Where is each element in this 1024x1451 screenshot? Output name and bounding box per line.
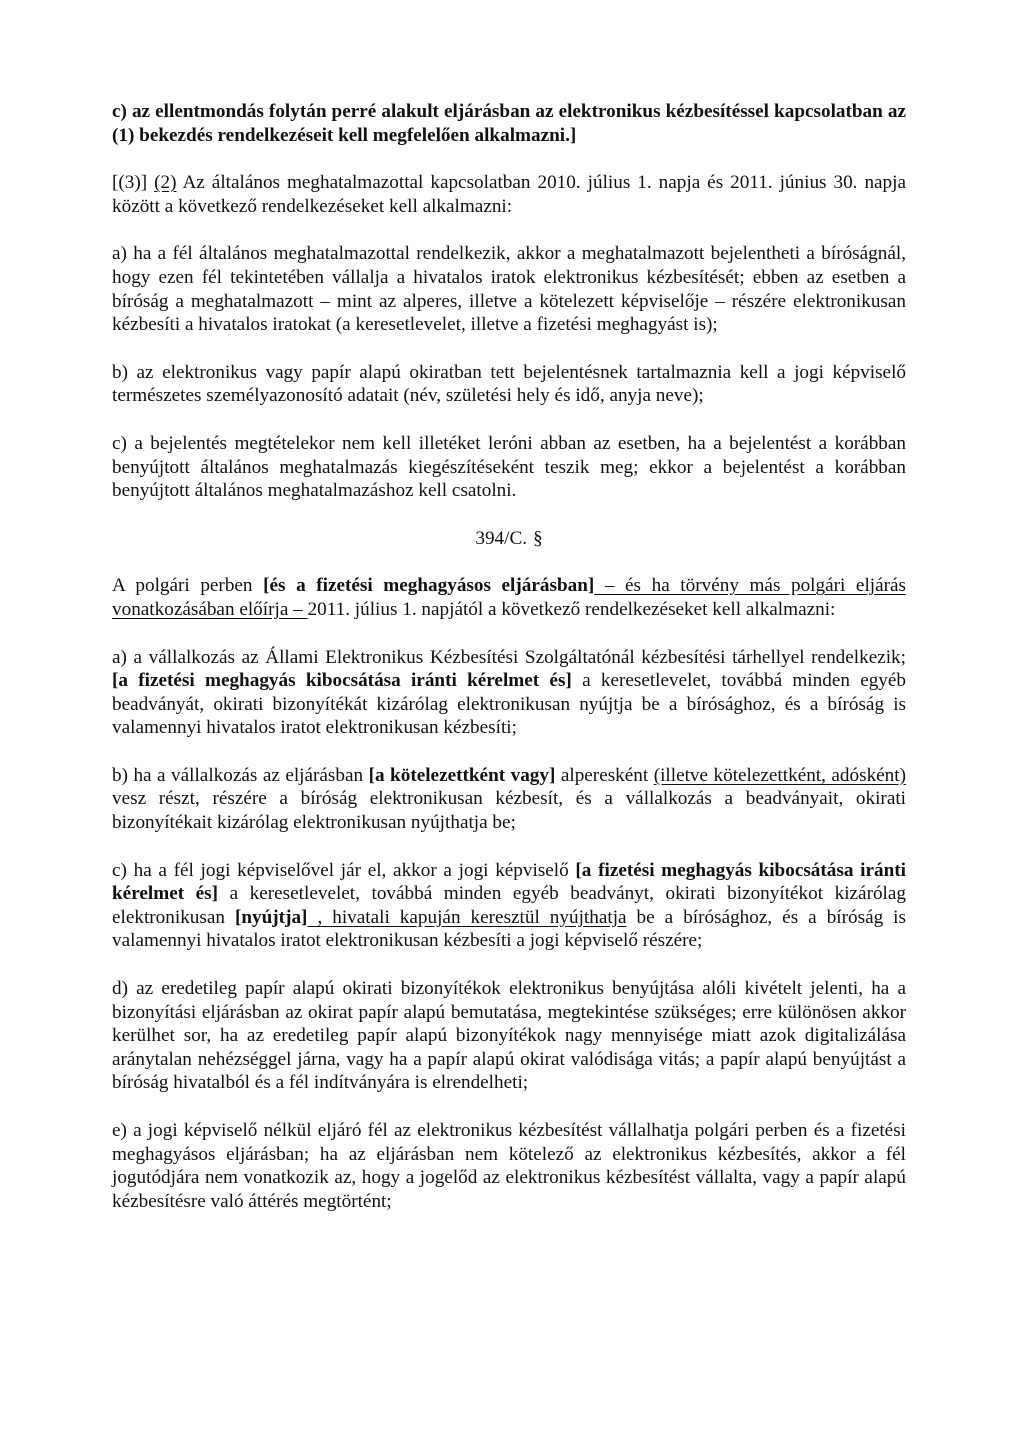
section-heading xyxy=(112,527,906,551)
text-part: a) a vállalkozás az Állami Elektronikus Kézbesítési Szolgáltatónál kézbesítési tárhellyel rendelkezik; xyxy=(112,646,906,668)
paragraph-a: a) ha a fél általános meghatalmazottal rendelkezik, akkor a meghatalmazott bejelentheti a bíróságnál, hogy ezen fél tekintetében vállalja a hivatalos iratok elektronikus kézbesítését; ebben az esetben a bíróság a meghatalmazott – mint az alperes, illetve a kötelezett képviselője – részére elektronikusan kézbesíti a hivatalos iratokat (a keresetlevelet, illetve a fizetési meghagyást is); xyxy=(112,243,906,336)
text-part: a keresetlevelet, továbbá minden egyéb beadványát, okirati bizonyítékát kizárólag elektronikusan nyújtja be a bírósághoz, és a bíróság is valamennyi hivatalos iratot elektronikusan kézbesíti; xyxy=(112,670,907,739)
repealed-text: [a fizetési meghagyás kibocsátása iránti kérelmet és] xyxy=(112,859,906,905)
paragraph-section-intro xyxy=(112,574,906,621)
repealed-text: [a kötelezettként vagy] xyxy=(368,764,556,786)
document-page xyxy=(112,100,906,1213)
intro-text: A polgári perben xyxy=(112,575,264,597)
repealed-text: [és a fizetési meghagyásos eljárásban] xyxy=(263,575,595,597)
text-part: b) ha a vállalkozás az eljárásban xyxy=(112,764,369,786)
paragraph-c: c) a bejelentés megtételekor nem kell illetéket leróni abban az esetben, ha a bejelentést a korábban benyújtott általános meghatalmazás kiegészítéseként teszik meg; ekkor a bejelentést a korábban benyújtott általános meghatalmazáshoz kell csatolni. xyxy=(112,432,906,502)
paragraph-e: e) a jogi képviselő nélkül eljáró fél az elektronikus kézbesítést vállalhatja polgári perben és a fizetési meghagyásos eljárásban; ha az eljárásban nem kötelező az elektronikus kézbesítés, akkor a fél jogutódjára nem vonatkozik az, hogy a jogelőd az elektronikus kézbesítést vállalta, vagy a papír alapú kézbesítésre való áttérés megtörtént; xyxy=(112,1120,906,1212)
paragraph-c-legal-rep xyxy=(112,859,906,953)
paragraph-d: d) az eredetileg papír alapú okirati bizonyítékok elektronikus benyújtása alóli kivételt jelenti, ha a bizonyítási eljárásban az okirat papír alapú bemutatása, megtekintése szükséges; erre különösen akkor kerülhet sor, ha az eredetileg papír alapú bizonyítékok nagy mennyisége miatt azok digitalizálása aránytalan nehézséggel járna, vagy ha a papír alapú okirat valódisága vitás; a papír alapú benyújtást a bíróság hivatalból és a fél indítványára is elrendelheti; xyxy=(112,978,906,1094)
repealed-number: [(3)] xyxy=(112,172,148,194)
text-part: a keresetlevelet, továbbá minden egyéb beadványt, okirati bizonyítékot kizárólag elektronikusan xyxy=(112,883,906,928)
repealed-text: [a fizetési meghagyás kibocsátása iránti kérelmet és] xyxy=(112,670,572,692)
text-part: c) ha a fél jogi képviselővel jár el, akkor a jogi képviselő xyxy=(112,859,576,881)
inserted-text: – és ha törvény más polgári eljárás vonatkozásában előírja – xyxy=(112,575,906,620)
paragraph-b-enterprise xyxy=(112,764,906,835)
new-number: (2) xyxy=(154,172,177,194)
paragraph-a-enterprise xyxy=(112,646,906,740)
text-part: be a bírósághoz, és a bíróság is valamennyi hivatalos iratot elektronikusan kézbesíti a jogi képviselő részére; xyxy=(112,906,906,952)
paragraph-b: b) az elektronikus vagy papír alapú okiratban tett bejelentésnek tartalmaznia kell a jogi képviselő természetes személyazonosító adatait (név, születési hely és idő, anyja neve); xyxy=(112,361,906,407)
repealed-text: [nyújtja] xyxy=(234,906,308,928)
text-part: alperesként xyxy=(555,764,654,786)
subsection-text: Az általános meghatalmazottal kapcsolatban 2010. július 1. napja és 2011. június 30. napja között a következő rendelkezéseket kell alkalmazni: xyxy=(112,172,907,217)
inserted-text: (illetve kötelezettként, adósként) xyxy=(653,764,906,786)
inserted-text: , hivatali kapuján keresztül nyújthatja xyxy=(307,906,627,928)
paragraph-c-repealed: c) az ellentmondás folytán perré alakult eljárásban az elektronikus kézbesítéssel kapcsolatban az (1) bekezdés rendelkezéseit kell megfelelően alkalmazni.] xyxy=(112,101,906,146)
text-part: vesz részt, részére a bíróság elektronikusan kézbesít, és a vállalkozás a beadványait, okirati bizonyítékait kizárólag elektronikusan nyújthatja be; xyxy=(112,788,906,834)
section-sign: § xyxy=(533,527,543,549)
section-number: 394/C. xyxy=(475,527,528,549)
paragraph-subsection-2 xyxy=(112,171,906,218)
intro-text-end: 2011. július 1. napjától a következő rendelkezéseket kell alkalmazni: xyxy=(307,598,836,620)
